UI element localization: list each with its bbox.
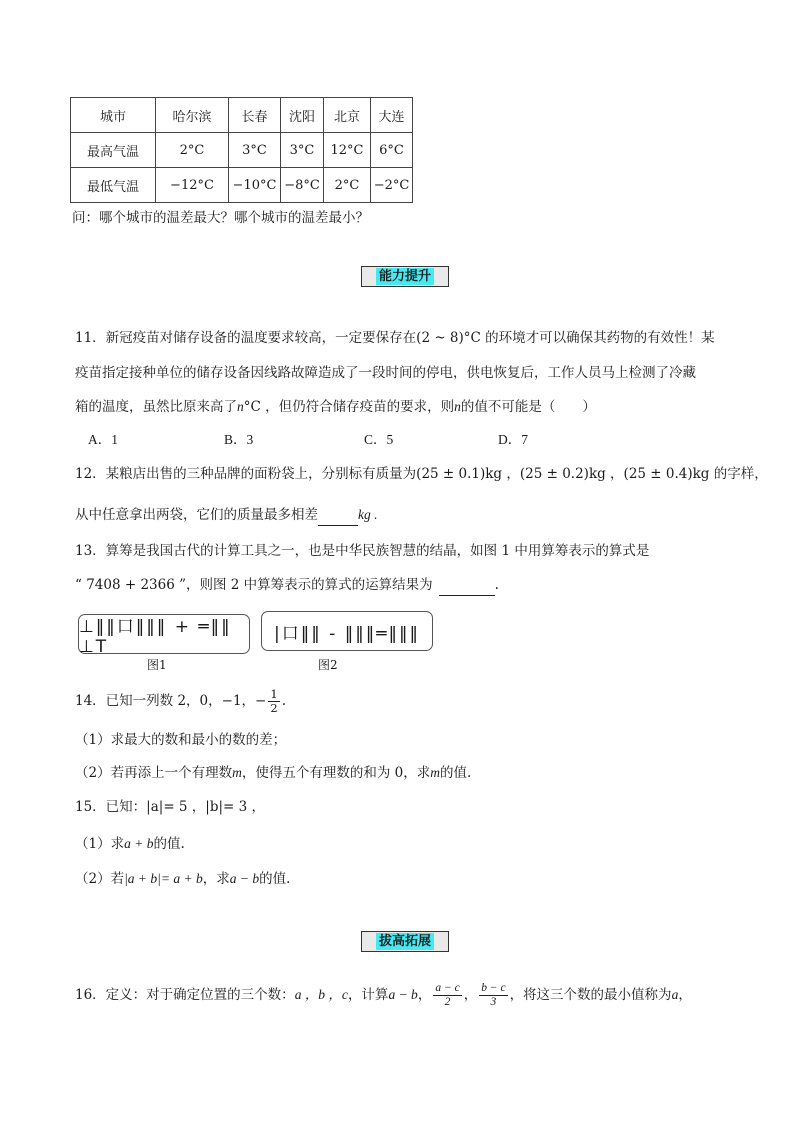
- q14-text: 14．已知一列数 2，0，−1，−: [75, 693, 267, 709]
- q13-line1: 13．算筹是我国古代的计算工具之一，也是中华民族智慧的结晶，如图 1 中用算筹表示的算式是: [75, 543, 650, 559]
- q11-line3: [75, 397, 596, 417]
- fraction: $\frac{b - c}{3}$: [481, 982, 506, 1008]
- table-cell: 2°C: [156, 133, 229, 168]
- q14-var-m: m: [430, 765, 440, 780]
- q11-text: 箱的温度，虽然比原来高了: [75, 399, 237, 415]
- q13-text: “ 7408 + 2366 ”，则图 2 中算筹表示的算式的运算结果为: [75, 577, 433, 593]
- q11-var-n: n: [237, 399, 244, 414]
- q11-line1: 11．新冠疫苗对储存设备的温度要求较高，一定要保存在(2 ~ 8)°C 的环境才可以确保其药物的有效性！某: [75, 330, 715, 346]
- q11-option-a: A．1: [88, 432, 118, 447]
- temperature-table: [70, 97, 413, 203]
- q14-part2: （2）若再添上一个有理数m，使得五个有理数的和为 0，求m的值.: [75, 765, 472, 781]
- fraction: $\frac{a - c}{2}$: [435, 982, 460, 1008]
- table-cell: −8°C: [281, 168, 324, 203]
- table-cell: 12°C: [324, 133, 371, 168]
- table-cell: −2°C: [371, 168, 413, 203]
- table-cell: 6°C: [371, 133, 413, 168]
- table-row: [71, 168, 413, 203]
- table-cell: 北京: [324, 98, 371, 133]
- answer-blank: [439, 575, 495, 596]
- table-row: [71, 133, 413, 168]
- q11-option-d: D．7: [498, 432, 528, 447]
- q11-line2: 疫苗指定接种单位的储存设备因线路故障造成了一段时间的停电，供电恢复后，工作人员马上检测了冷藏: [75, 365, 696, 381]
- figure-2-label: 图2: [318, 658, 338, 672]
- q12-unit: kg .: [358, 507, 378, 522]
- table-cell: 2°C: [324, 168, 371, 203]
- q11-var-n: n: [454, 399, 461, 414]
- section-header-ability: [361, 266, 449, 287]
- q11-text: 的值不可能是（ ）: [460, 399, 596, 415]
- section-header-extension: [361, 931, 449, 952]
- table-cell: 最高气温: [71, 133, 156, 168]
- table-header-row: [71, 98, 413, 133]
- q11-option-b: B．3: [224, 432, 254, 447]
- q11-option-c: C．5: [364, 432, 394, 447]
- q12-line2: [75, 505, 378, 526]
- table-cell: 大连: [371, 98, 413, 133]
- q15-part1: （1）求a + b的值.: [75, 836, 185, 852]
- q12-line1: 12．某粮店出售的三种品牌的面粉袋上，分别标有质量为(25 ± 0.1)kg ，(25 ± 0.2)kg ，(25 ± 0.4)kg 的字样，: [75, 466, 768, 482]
- q12-text: 从中任意拿出两袋，它们的质量最多相差: [75, 507, 318, 523]
- table-cell: −12°C: [156, 168, 229, 203]
- table-cell: 3°C: [229, 133, 281, 168]
- q14-line1: 14．已知一列数 2，0，−1，− $\frac{1}{2}$ .: [75, 687, 286, 715]
- table-cell: 长春: [229, 98, 281, 133]
- table-cell: 城市: [71, 98, 156, 133]
- q15-line1: 15．已知：|a|= 5 ，|b|= 3 ，: [75, 799, 266, 815]
- q14-var-m: m: [232, 765, 242, 780]
- table-cell: 3°C: [281, 133, 324, 168]
- q15-part2: （2）若|a + b|= a + b，求a − b的值.: [75, 871, 291, 887]
- table-cell: 最低气温: [71, 168, 156, 203]
- figure-2-counting-rods: |口‖‖ - ‖‖‖═‖‖‖: [261, 611, 433, 651]
- q16-line1: 16．定义：对于确定位置的三个数：a ，b ，c，计算a − b， $\frac{a - c}{2}$ ， $\frac{b - c}{3}$ ，将这三个数的最小值称为a，: [75, 982, 692, 1008]
- fraction: $\frac{1}{2}$: [270, 687, 278, 715]
- table-cell: 沈阳: [281, 98, 324, 133]
- table-cell: −10°C: [229, 168, 281, 203]
- question-text: 问：哪个城市的温差最大？哪个城市的温差最小？: [72, 210, 369, 226]
- q11-text: °C ，但仍符合储存疫苗的要求，则: [243, 399, 455, 415]
- q13-line2: “ 7408 + 2366 ”，则图 2 中算筹表示的算式的运算结果为 .: [75, 575, 499, 596]
- table-cell: 哈尔滨: [156, 98, 229, 133]
- q14-part1: （1）求最大的数和最小的数的差；: [75, 732, 287, 748]
- answer-blank: [318, 505, 358, 526]
- figure-1-counting-rods: ⊥‖‖口‖‖‖ + ═‖‖ ⊥T: [78, 614, 250, 654]
- section-title: 拔高拓展: [376, 933, 434, 950]
- figure-1-label: 图1: [147, 658, 167, 672]
- section-title: 能力提升: [376, 268, 434, 285]
